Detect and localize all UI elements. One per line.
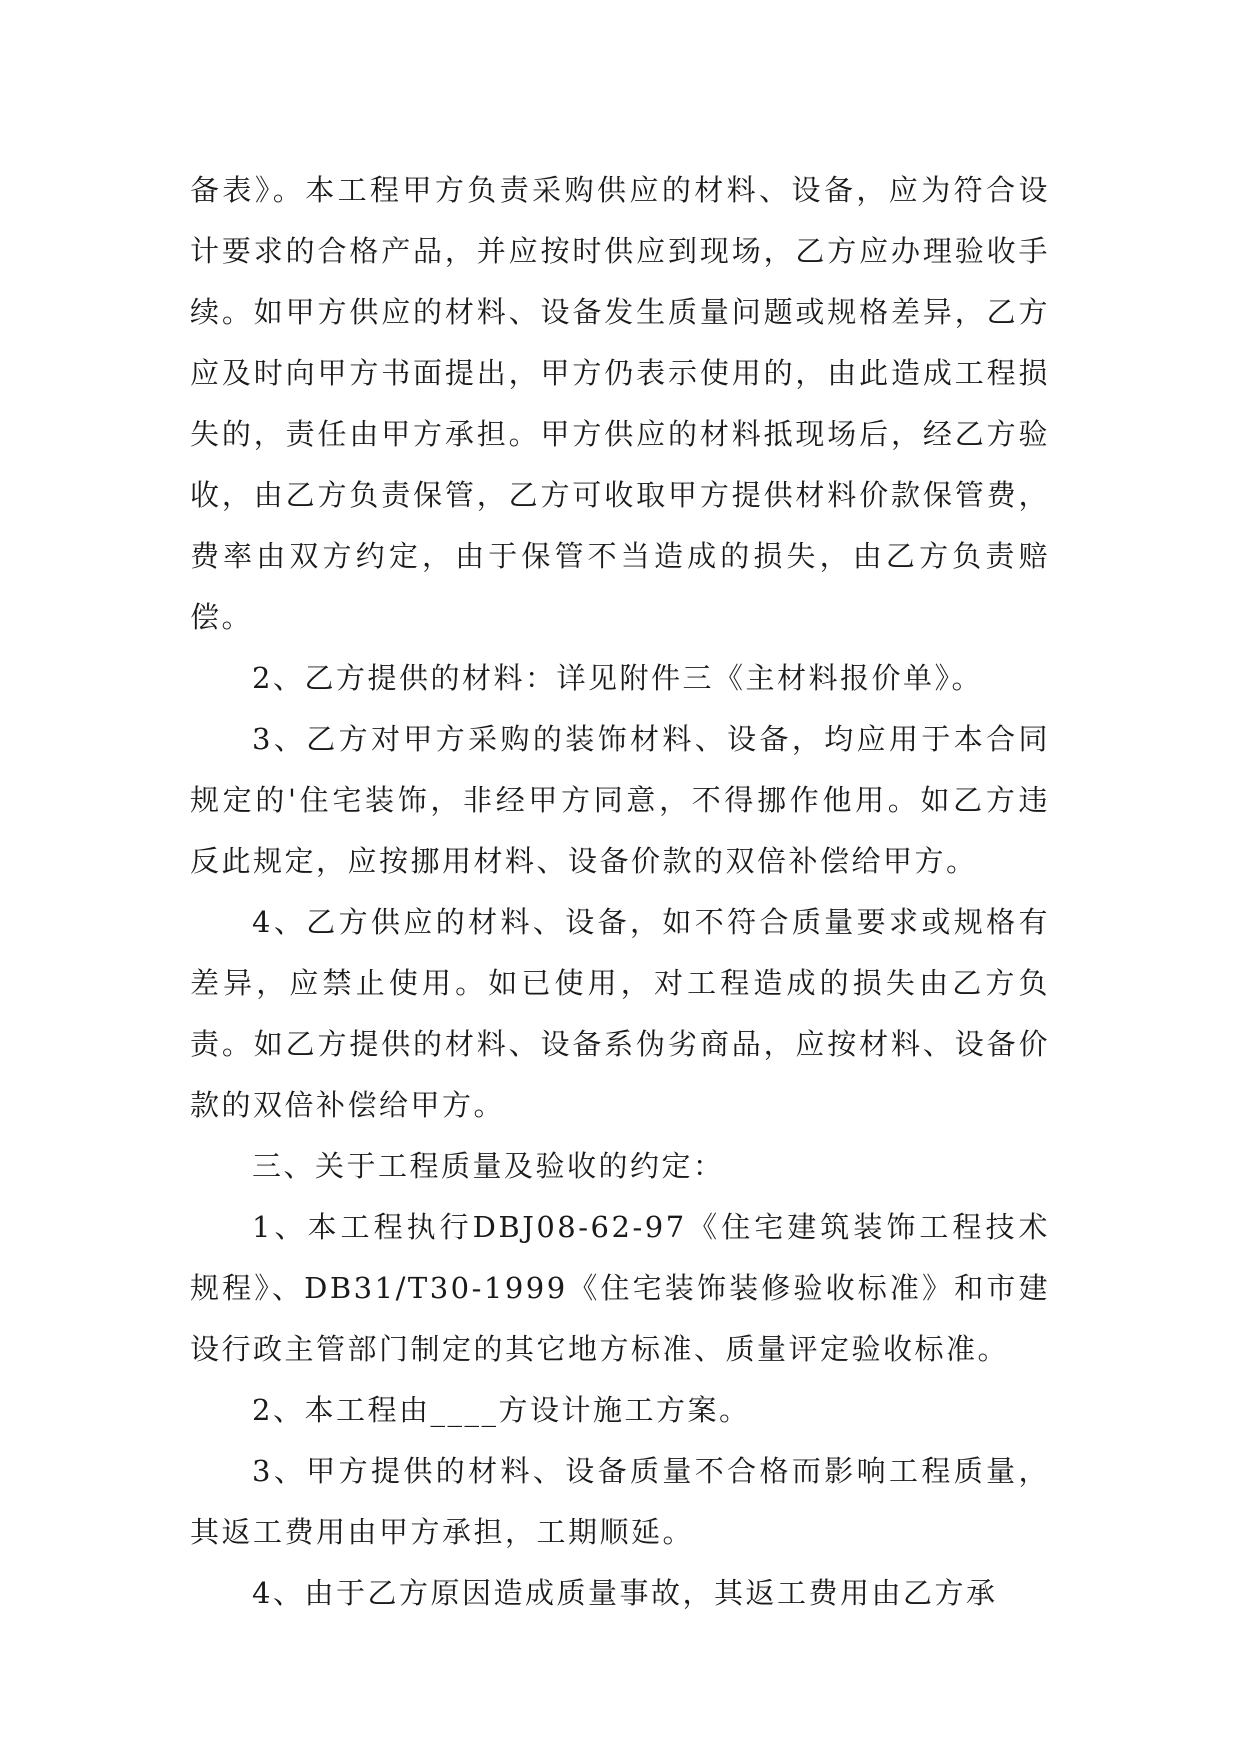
section-heading-quality-acceptance: 三、关于工程质量及验收的约定： <box>252 1149 725 1183</box>
document-body <box>190 160 1050 1624</box>
paragraph-item-2-materials: 2、乙方提供的材料：详见附件三《主材料报价单》。 <box>252 661 983 695</box>
paragraph-item-4-quality: 4、乙方供应的材料、设备，如不符合质量要求或规格有差异，应禁止使用。如已使用，对工程造成的损失由乙方负责。如乙方提供的材料、设备系伪劣商品，应按材料、设备价款的双倍补偿给甲方。 <box>190 905 1050 1122</box>
paragraph-item-4-accident: 4、由于乙方原因造成质量事故，其返工费用由乙方承 <box>252 1576 998 1610</box>
paragraph-item-3-rework: 3、甲方提供的材料、设备质量不合格而影响工程质量，其返工费用由甲方承担，工期顺延。 <box>190 1454 1050 1549</box>
paragraph-continuation: 备表》。本工程甲方负责采购供应的材料、设备，应为符合设计要求的合格产品，并应按时供应到现场，乙方应办理验收手续。如甲方供应的材料、设备发生质量问题或规格差异，乙方应及时向甲方书面提出，甲方仍表示使用的，由此造成工程损失的，责任由甲方承担。甲方供应的材料抵现场后，经乙方验收，由乙方负责保管，乙方可收取甲方提供材料价款保管费，费率由双方约定，由于保管不当造成的损失，由乙方负责赔偿。 <box>190 173 1050 634</box>
paragraph-item-1-standards: 1、本工程执行DBJ08-62-97《住宅建筑装饰工程技术规程》、DB31/T30-1999《住宅装饰装修验收标准》和市建设行政主管部门制定的其它地方标准、质量评定验收标准。 <box>190 1210 1050 1366</box>
paragraph-item-2-design: 2、本工程由____方设计施工方案。 <box>252 1393 751 1427</box>
paragraph-item-3-usage: 3、乙方对甲方采购的装饰材料、设备，均应用于本合同规定的'住宅装饰，非经甲方同意，不得挪作他用。如乙方违反此规定，应按挪用材料、设备价款的双倍补偿给甲方。 <box>190 722 1050 878</box>
